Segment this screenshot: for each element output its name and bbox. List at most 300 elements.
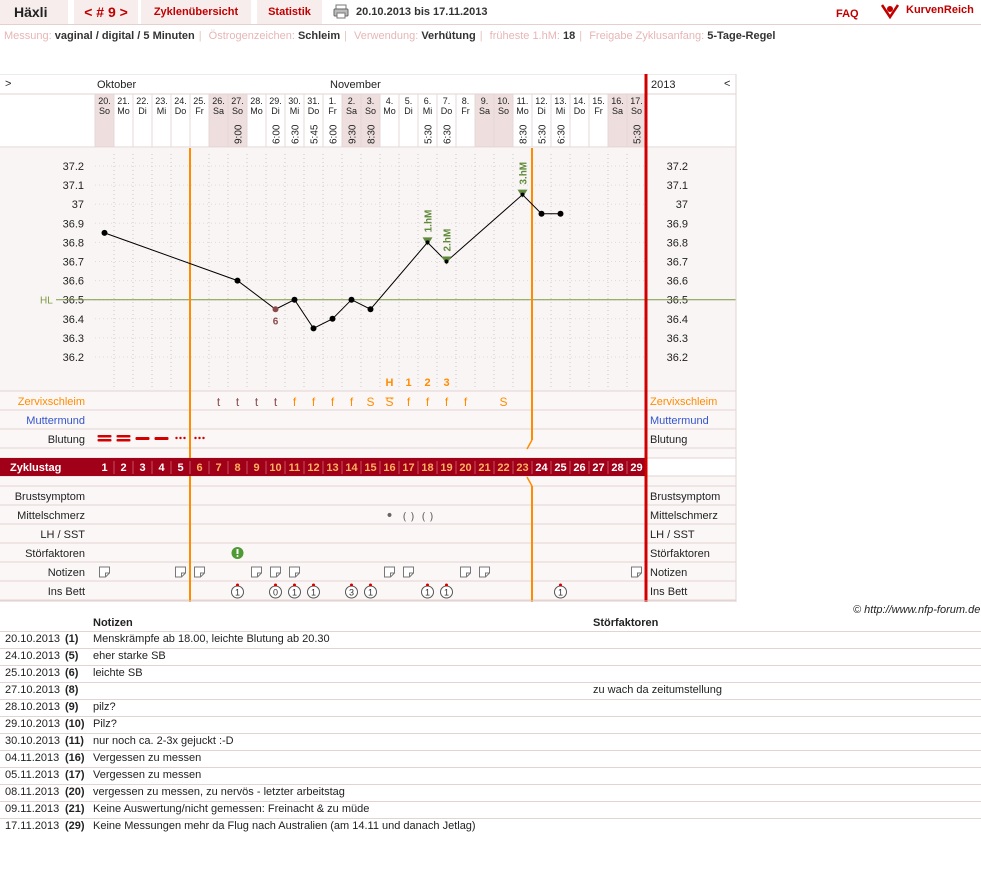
note-cell-date: 27.10.2013 (0, 683, 65, 700)
table-row (0, 768, 981, 785)
weekday-label: Mo (117, 106, 130, 116)
notes-table (0, 614, 981, 835)
disturbance-icon (237, 549, 239, 554)
mucus-code: t (235, 395, 240, 409)
y-tick-label-right: 37.1 (666, 180, 688, 193)
weekday-label: Di (138, 106, 147, 116)
bleeding-spotting (198, 437, 200, 439)
table-row (0, 751, 981, 768)
note-cell-disturb (593, 819, 981, 836)
weekday-label: Do (573, 106, 586, 116)
y-tick-label-left: 36.2 (62, 352, 84, 364)
higher-measurement-label: 3.hM (518, 161, 530, 185)
copyright-credit: © http://www.nfp-forum.de (853, 604, 981, 616)
row-label-brust: Brustsymptom (14, 491, 85, 503)
note-cell-date: 17.11.2013 (0, 819, 65, 836)
kurvenreich-logo-icon[interactable] (880, 2, 900, 20)
bleeding-strong (117, 435, 131, 438)
weekday-label: Mo (516, 106, 529, 116)
date-label: 3. (366, 96, 375, 106)
higher-measurement-label: 1.hM (423, 209, 435, 233)
note-cell-note: Keine Auswertung/nicht gemessen: Freinacht & zu müde (93, 802, 593, 819)
mucus-code: t (254, 395, 259, 409)
intercourse-marker (426, 584, 429, 587)
weekday-label: Mi (289, 106, 300, 116)
date-label: 8. (461, 96, 470, 106)
weekday-label: Di (404, 106, 413, 116)
tab-cycle-overview[interactable]: Zyklenübersicht (141, 0, 251, 24)
measurement-time: 8:30 (518, 124, 530, 144)
mucus-code: t (273, 395, 278, 409)
measurement-time: 9:30 (347, 124, 359, 144)
temperature-chart (0, 74, 740, 602)
y-tick-label-left: 36.8 (62, 237, 84, 250)
date-label: 30. (288, 96, 301, 106)
date-label: 25. (193, 96, 206, 106)
intercourse-count: 1 (424, 587, 431, 598)
note-cell-date: 30.10.2013 (0, 734, 65, 751)
note-cell-day: (1) (65, 632, 93, 649)
date-label: 20. (98, 96, 111, 106)
weekday-label: Mo (250, 106, 263, 116)
date-label: 2. (347, 96, 356, 106)
bleeding-spotting (194, 437, 196, 439)
cycle-day-number: 29 (630, 462, 643, 474)
cycle-day-number: 1 (101, 462, 108, 474)
table-row (0, 649, 981, 666)
mucus-code: S (366, 395, 375, 409)
y-tick-label-left: 37 (71, 199, 84, 212)
temperature-point (330, 316, 336, 322)
note-cell-date: 09.11.2013 (0, 802, 65, 819)
cycle-day-number: 17 (402, 462, 415, 474)
note-cell-day: (17) (65, 768, 93, 785)
table-row (0, 819, 981, 836)
user-name: Häxli (0, 0, 68, 24)
date-label: 10. (497, 96, 510, 106)
cycle-day-number: 11 (288, 462, 301, 474)
cycle-day-number: 23 (516, 462, 529, 474)
date-label: 22. (136, 96, 149, 106)
weekday-label: Fr (461, 106, 470, 116)
info-value: 18 (563, 30, 576, 42)
y-tick-label-right: 36.4 (666, 313, 688, 326)
cycle-day-number: 12 (307, 462, 320, 474)
cycle-day-number: 8 (234, 462, 241, 474)
cycle-day-number: 13 (326, 462, 339, 474)
mucus-peak-label: 1 (405, 377, 412, 389)
prev-cycle-arrow: > (5, 78, 12, 90)
intercourse-count: 1 (557, 587, 564, 598)
mucus-code: f (330, 395, 335, 409)
y-tick-label-right: 37 (675, 199, 688, 212)
intercourse-count: 1 (234, 587, 241, 598)
weekday-label: Do (307, 106, 320, 116)
ovulation-pain-symbol: • (385, 508, 394, 524)
note-cell-disturb: zu wach da zeitumstellung (593, 683, 981, 700)
note-cell-note: Menskrämpfe ab 18.00, leichte Blutung ab 20.30 (93, 632, 593, 649)
weekday-label: So (630, 106, 643, 116)
print-icon[interactable] (333, 4, 349, 19)
date-label: 1. (328, 96, 337, 106)
date-label: 15. (592, 96, 605, 106)
note-cell-note (93, 683, 593, 700)
cycle-day-number: 6 (196, 462, 203, 474)
note-cell-day: (6) (65, 666, 93, 683)
note-cell-day: (20) (65, 785, 93, 802)
date-label: 16. (611, 96, 624, 106)
info-label: früheste 1.hM: (489, 30, 560, 42)
info-label: Östrogenzeichen: (208, 30, 295, 42)
note-cell-date: 24.10.2013 (0, 649, 65, 666)
row-label-bett: Ins Bett (47, 586, 85, 598)
disturbance-icon (237, 555, 239, 557)
date-label: 26. (212, 96, 225, 106)
measurement-time: 6:00 (271, 124, 283, 144)
date-range: 20.10.2013 bis 17.11.2013 (356, 6, 488, 18)
row-label-right-mittel: Mittelschmerz (650, 510, 718, 522)
note-cell-day: (9) (65, 700, 93, 717)
higher-measurement-label: 2.hM (442, 228, 454, 252)
note-cell-date: 08.11.2013 (0, 785, 65, 802)
date-label: 29. (269, 96, 282, 106)
measurement-time: 5:45 (309, 124, 321, 144)
ovulation-pain-symbol: ( ) (421, 510, 434, 523)
notes-column-header: Notizen (93, 616, 133, 629)
cycle-day-number: 2 (120, 462, 127, 474)
weekday-label: So (231, 106, 244, 116)
row-label-right-notizen: Notizen (650, 567, 688, 579)
note-cell-date: 05.11.2013 (0, 768, 65, 785)
info-value: Verhütung (421, 30, 476, 42)
cycle-day-number: 25 (554, 462, 567, 474)
measurement-time: 6:30 (556, 124, 568, 144)
note-cell-date: 29.10.2013 (0, 717, 65, 734)
cycle-day-number: 20 (459, 462, 472, 474)
temperature-point (349, 297, 355, 303)
row-label-right-brust: Brustsymptom (650, 491, 721, 503)
y-tick-label-left: 37.1 (62, 180, 84, 193)
note-cell-day: (29) (65, 819, 93, 836)
intercourse-count: 1 (310, 587, 317, 598)
mucus-code: f (444, 395, 449, 409)
row-label-right-stoer: Störfaktoren (650, 548, 710, 560)
y-tick-label-right: 36.9 (666, 218, 688, 231)
measurement-time: 8:30 (366, 124, 378, 144)
row-label-right-blutung: Blutung (650, 434, 688, 446)
temperature-point (102, 230, 108, 236)
date-label: 5. (404, 96, 413, 106)
weekday-label: Sa (345, 106, 358, 116)
intercourse-marker (312, 584, 315, 587)
row-label-blutung: Blutung (47, 434, 85, 446)
cycle-day-number: 4 (158, 462, 165, 474)
weekday-label: Mi (555, 106, 566, 116)
note-cell-note: Pilz? (93, 717, 593, 734)
brand-name[interactable]: KurvenReich (906, 4, 974, 16)
y-tick-label-right: 36.7 (666, 256, 688, 269)
cycle-day-number: 21 (478, 462, 491, 474)
temperature-point (368, 306, 374, 312)
date-label: 6. (423, 96, 432, 106)
mucus-code: f (292, 395, 297, 409)
cycle-day-number: 26 (573, 462, 586, 474)
intercourse-marker (445, 584, 448, 587)
row-label-lh: LH / SST (40, 529, 85, 541)
y-tick-label-right: 36.6 (666, 275, 688, 288)
note-cell-disturb (593, 666, 981, 683)
year-label: 2013 (651, 79, 676, 91)
row-label-stoer: Störfaktoren (25, 548, 85, 560)
note-cell-disturb (593, 717, 981, 734)
cover-line-label: HL (40, 295, 53, 307)
note-cell-disturb (593, 734, 981, 751)
date-label: 21. (117, 96, 130, 106)
note-cell-note: leichte SB (93, 666, 593, 683)
intercourse-count: 3 (348, 587, 355, 598)
row-label-zervix: Zervixschleim (17, 396, 85, 408)
weekday-label: Mi (422, 106, 433, 116)
note-cell-day: (11) (65, 734, 93, 751)
cycle-day-number: 27 (592, 462, 605, 474)
info-label: Messung: (4, 30, 52, 42)
bleeding-strong (98, 435, 112, 438)
table-row (0, 632, 981, 649)
weekday-label: Sa (478, 106, 491, 116)
cycle-day-band-label: Zyklustag (10, 462, 62, 474)
note-cell-disturb (593, 785, 981, 802)
mucus-code: f (425, 395, 430, 409)
y-tick-label-left: 36.6 (62, 275, 84, 288)
intercourse-count: 1 (367, 587, 374, 598)
note-cell-disturb (593, 751, 981, 768)
date-label: 24. (174, 96, 187, 106)
note-cell-note: eher starke SB (93, 649, 593, 666)
mucus-peak-label: 3 (443, 377, 450, 389)
note-cell-day: (21) (65, 802, 93, 819)
note-cell-day: (8) (65, 683, 93, 700)
y-tick-label-right: 36.3 (666, 332, 688, 345)
info-label: Verwendung: (354, 30, 419, 42)
cycle-day-number: 22 (497, 462, 510, 474)
mucus-code: f (463, 395, 468, 409)
note-cell-disturb (593, 649, 981, 666)
weekday-label: So (497, 106, 510, 116)
cycle-day-number: 28 (611, 462, 624, 474)
date-label: 12. (535, 96, 548, 106)
faq-link[interactable]: FAQ (836, 8, 859, 20)
weekday-label: Fr (328, 106, 337, 116)
top-bar (0, 0, 981, 25)
row-label-muttermund: Muttermund (26, 415, 85, 427)
intercourse-count: 1 (443, 587, 450, 598)
intercourse-marker (274, 584, 277, 587)
cycle-day-number: 15 (364, 462, 377, 474)
mucus-peak-label: 2 (424, 377, 431, 389)
row-label-mittel: Mittelschmerz (17, 510, 85, 522)
mucus-code: S (385, 395, 394, 409)
note-cell-note: nur noch ca. 2-3x gejuckt :-D (93, 734, 593, 751)
note-cell-disturb (593, 768, 981, 785)
cycle-navigator[interactable]: < # 9 > (74, 0, 138, 24)
cycle-day-number: 24 (535, 462, 548, 474)
table-row (0, 734, 981, 751)
intercourse-marker (559, 584, 562, 587)
symptom-area-background (0, 476, 736, 602)
table-row (0, 802, 981, 819)
measurement-time: 6:30 (290, 124, 302, 144)
mucus-code: f (349, 395, 354, 409)
disturbance-column-header: Störfaktoren (593, 616, 659, 629)
row-label-right-zervix: Zervixschleim (650, 396, 718, 408)
weekday-label: Fr (594, 106, 603, 116)
y-tick-label-left: 36.9 (62, 218, 84, 231)
row-label-right-lh: LH / SST (650, 529, 695, 541)
note-cell-note: Vergessen zu messen (93, 768, 593, 785)
bleeding-medium (155, 437, 169, 440)
date-label: 11. (516, 96, 529, 106)
weekday-label: Mo (383, 106, 396, 116)
date-label: 31. (307, 96, 320, 106)
temperature-point (426, 240, 430, 244)
date-label: 28. (250, 96, 263, 106)
intercourse-marker (369, 584, 372, 587)
note-cell-date: 28.10.2013 (0, 700, 65, 717)
note-cell-date: 04.11.2013 (0, 751, 65, 768)
measurement-time: 5:30 (423, 124, 435, 144)
mucus-code: f (406, 395, 411, 409)
info-value: 5-Tage-Regel (707, 30, 776, 42)
intercourse-count: 0 (272, 587, 279, 598)
y-tick-label-left: 36.7 (62, 256, 84, 269)
date-label: 14. (573, 96, 586, 106)
note-cell-note: pilz? (93, 700, 593, 717)
y-tick-label-right: 36.8 (666, 237, 688, 250)
bleeding-spotting (183, 437, 185, 439)
weekday-label: So (364, 106, 377, 116)
temperature-point (311, 325, 317, 331)
row-label-notizen: Notizen (47, 567, 85, 579)
note-cell-day: (10) (65, 717, 93, 734)
tab-statistics[interactable]: Statistik (257, 0, 322, 24)
row-label-right-muttermund: Muttermund (650, 415, 709, 427)
mucus-code: f (311, 395, 316, 409)
y-tick-label-right: 36.2 (666, 352, 688, 364)
ovulation-pain-symbol: ( ) (402, 510, 415, 523)
note-cell-note: vergessen zu messen, zu nervös - letzter arbeitstag (93, 785, 593, 802)
date-label: 7. (442, 96, 451, 106)
weekday-label: Di (271, 106, 280, 116)
measurement-time: 5:30 (537, 124, 549, 144)
note-cell-disturb (593, 802, 981, 819)
weekday-label: Fr (195, 106, 204, 116)
weekday-label: Sa (611, 106, 624, 116)
intercourse-marker (293, 584, 296, 587)
weekday-label: Sa (212, 106, 225, 116)
measurement-time: 5:30 (632, 124, 644, 144)
note-cell-day: (5) (65, 649, 93, 666)
cycle-day-number: 5 (177, 462, 184, 474)
date-label: 9. (480, 96, 489, 106)
date-label: 13. (554, 96, 567, 106)
date-label: 17. (630, 96, 643, 106)
y-tick-label-left: 36.3 (62, 332, 84, 345)
info-value: Schleim (297, 30, 341, 42)
date-label: 27. (231, 96, 244, 106)
bleeding-strong (98, 439, 112, 442)
measurement-time: 6:30 (442, 124, 454, 144)
cycle-settings-bar: Messung: vaginal / digital / 5 Minuten | Östrogenzeichen: Schleim | Verwendung: Verhütung | früheste 1.hM: 18 | Freigabe Zyklusanfang: 5-Tage-Regel (4, 30, 776, 42)
date-label: 4. (385, 96, 394, 106)
note-cell-date: 25.10.2013 (0, 666, 65, 683)
excluded-temperature-point (273, 306, 279, 312)
table-row (0, 666, 981, 683)
intercourse-marker (236, 584, 239, 587)
row-label-right-bett: Ins Bett (650, 586, 688, 598)
bleeding-spotting (175, 437, 177, 439)
temperature-point (292, 297, 298, 303)
note-cell-note: Vergessen zu messen (93, 751, 593, 768)
note-cell-note: Keine Messungen mehr da Flug nach Australien (am 14.11 und danach Jetlag) (93, 819, 593, 836)
month-label: Oktober (97, 79, 137, 91)
weekday-label: Do (174, 106, 187, 116)
y-tick-label-left: 36.4 (62, 313, 84, 326)
y-tick-label-right: 37.2 (666, 161, 688, 173)
cycle-day-number: 9 (253, 462, 260, 474)
cycle-day-number: 14 (345, 462, 358, 474)
y-tick-label-left: 36.5 (62, 294, 84, 307)
weekday-label: So (98, 106, 111, 116)
intercourse-marker (350, 584, 353, 587)
note-cell-disturb (593, 632, 981, 649)
weekday-label: Di (537, 106, 546, 116)
note-cell-disturb (593, 700, 981, 717)
cycle-day-number: 3 (139, 462, 146, 474)
table-row (0, 683, 981, 700)
temperature-area-background (0, 148, 736, 391)
bleeding-spotting (202, 437, 204, 439)
measurement-time: 9:00 (233, 124, 245, 144)
bleeding-spotting (179, 437, 181, 439)
next-cycle-arrow: < (724, 78, 731, 90)
cycle-day-number: 10 (269, 462, 282, 474)
table-row (0, 717, 981, 734)
cycle-day-number: 16 (383, 462, 396, 474)
temperature-point (521, 193, 525, 197)
weekday-label: Do (440, 106, 453, 116)
mucus-code: S (499, 395, 508, 409)
cycle-day-number: 19 (440, 462, 453, 474)
y-tick-label-right: 36.5 (666, 294, 688, 307)
cycle-day-number: 18 (421, 462, 434, 474)
note-cell-day: (16) (65, 751, 93, 768)
mucus-peak-label: H (385, 377, 394, 389)
temperature-point (558, 211, 564, 217)
excluded-temperature-note: 6 (272, 316, 279, 328)
temperature-point (235, 278, 241, 284)
cycle-day-number: 7 (215, 462, 222, 474)
month-label: November (330, 79, 381, 91)
info-label: Freigabe Zyklusanfang: (589, 30, 705, 42)
measurement-time: 6:00 (328, 124, 340, 144)
info-value: vaginal / digital / 5 Minuten (54, 30, 195, 42)
intercourse-count: 1 (291, 587, 298, 598)
note-cell-date: 20.10.2013 (0, 632, 65, 649)
table-row (0, 700, 981, 717)
bleeding-medium (136, 437, 150, 440)
bleeding-strong (117, 439, 131, 442)
table-row (0, 785, 981, 802)
